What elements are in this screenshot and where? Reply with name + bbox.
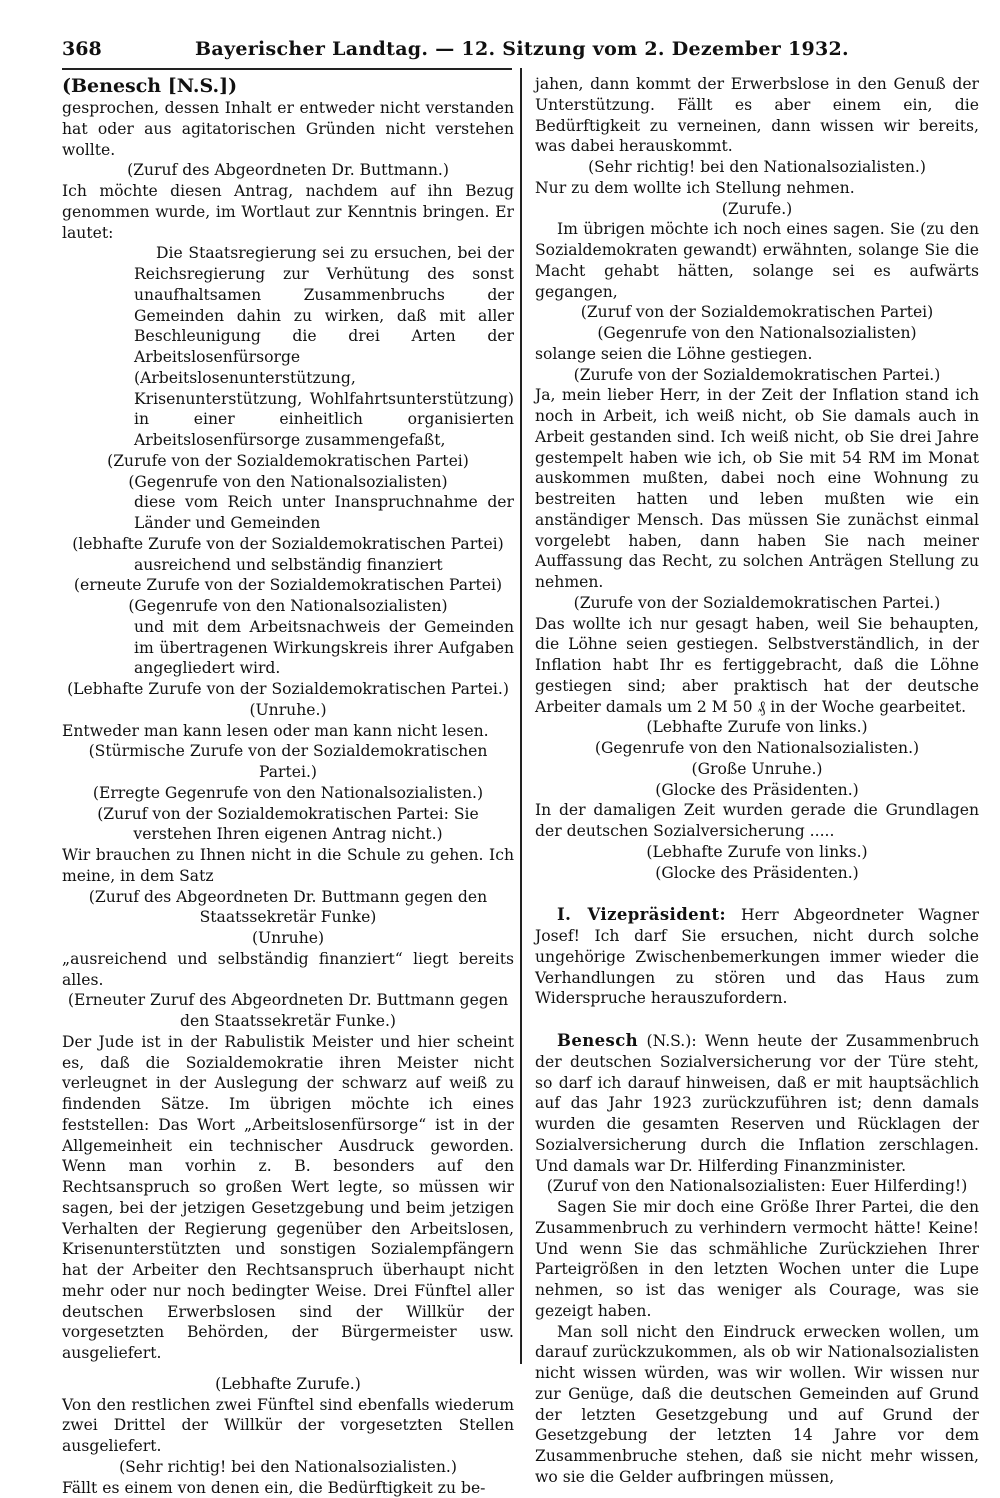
interjection: (Erregte Gegenrufe von den Nationalsozialisten.) (62, 783, 514, 804)
interjection: (Zuruf von den Nationalsozialisten: Euer Hilferding!) (535, 1176, 979, 1197)
interjection: (Zurufe von der Sozialdemokratischen Partei.) (535, 365, 979, 386)
vice-president-statement (535, 905, 979, 1009)
interjection: (Gegenrufe von den Nationalsozialisten) (535, 323, 979, 344)
motion-quote: ausreichend und selbständig finanziert (62, 555, 514, 576)
paragraph: Im übrigen möchte ich noch eines sagen. Sie (zu den Sozialdemokraten gewandt) erwähnten, solange Sie die Macht gehabt hätten, solange sei es aufwärts gegangen, (535, 219, 979, 302)
interjection: (Unruhe) (62, 928, 514, 949)
paragraph: gesprochen, dessen Inhalt er entweder nicht verstanden hat oder aus agitatorischen Gründen nicht verstehen wollte. (62, 98, 514, 160)
interjection: (Zurufe von der Sozialdemokratischen Partei) (62, 451, 514, 472)
paragraph: Sagen Sie mir doch eine Größe Ihrer Partei, die den Zusammenbruch zu verhindern vermocht hätte! Keine! Und wenn Sie das schmähliche Zurückziehen Ihrer Parteigrößen in den letzten Wochen unter die Lupe nehmen, so ist das weniger als Courage, was sie gezeigt haben. (535, 1197, 979, 1322)
left-column (62, 74, 514, 1498)
interjection: (Glocke des Präsidenten.) (535, 780, 979, 801)
paragraph: Nur zu dem wollte ich Stellung nehmen. (535, 178, 979, 199)
interjection: (Zurufe.) (535, 199, 979, 220)
interjection: (Lebhafte Zurufe von links.) (535, 717, 979, 738)
running-title: Bayerischer Landtag. — 12. Sitzung vom 2. Dezember 1932. (62, 38, 982, 60)
interjection: (Sehr richtig! bei den Nationalsozialisten.) (62, 1457, 514, 1478)
paragraph: Ich möchte diesen Antrag, nachdem auf ihn Bezug genommen wurde, im Wortlaut zur Kenntnis bringen. Er lautet: (62, 181, 514, 243)
interjection: (Gegenrufe von den Nationalsozialisten.) (535, 738, 979, 759)
interjection: (Zuruf des Abgeordneten Dr. Buttmann.) (62, 160, 514, 181)
paragraph: jahen, dann kommt der Erwerbslose in den Genuß der Unterstützung. Fällt es aber einem ein, die Bedürftigkeit zu verneinen, dann wissen wir bereits, was dabei herauskommt. (535, 74, 979, 157)
right-column (535, 74, 979, 1488)
interjection: (Zuruf des Abgeordneten Dr. Buttmann gegen den Staatssekretär Funke) (62, 887, 514, 929)
paragraph: solange seien die Löhne gestiegen. (535, 344, 979, 365)
page-number: 368 (62, 38, 102, 60)
interjection: (Lebhafte Zurufe von der Sozialdemokratischen Partei.) (62, 679, 514, 700)
paragraph: Das wollte ich nur gesagt haben, weil Sie behaupten, die Löhne seien gestiegen. Selbstverständlich, in der Inflation habt Ihr es fertiggebracht, daß die Löhne gestiegen sind; aber praktisch hat der deutsche Arbeiter damals um 2 M 50 ₰ in der Woche gearbeitet. (535, 614, 979, 718)
paragraph: Wir brauchen zu Ihnen nicht in die Schule zu gehen. Ich meine, in dem Satz (62, 845, 514, 887)
interjection: (Zurufe von der Sozialdemokratischen Partei.) (535, 593, 979, 614)
speaker-name: Benesch (557, 1031, 638, 1050)
paragraph: Man soll nicht den Eindruck erwecken wollen, um darauf zurückzukommen, als ob wir Nationalsozialisten nicht wissen würden, was wir wollen. Wir wissen nur zur Genüge, daß die deutschen Gemeinden auf Grund der letzten Gesetzgebung und auf Grund der Gesetzgebung der letzten 14 Jahre vor dem Zusammenbruche stehen, daß sie nicht mehr wissen, wo sie die Gelder aufbringen müssen, (535, 1322, 979, 1488)
interjection: (Lebhafte Zurufe.) (62, 1374, 514, 1395)
column-divider (520, 68, 522, 1364)
interjection: (Erneuter Zuruf des Abgeordneten Dr. Buttmann gegen den Staatssekretär Funke.) (62, 990, 514, 1032)
interjection: (Lebhafte Zurufe von links.) (535, 842, 979, 863)
speaker-text: Wenn heute der Zusammenbruch der deutschen Sozialversicherung vor der Türe steht, so darf ich darauf hinweisen, daß er mit hauptsächlich auf das Jahr 1923 zurückzuführen ist; denn damals wurden die gesamten Reserven und Rücklagen der Sozialversicherung durch die Inflation zerschlagen. Und damals war Dr. Hilferding Finanzminister. (535, 1032, 979, 1175)
vice-president-text: Herr Abgeordneter Wagner Josef! Ich darf Sie ersuchen, nicht durch solche ungehörige Zwischenbemerkungen immer wieder die Verhandlungen zu stören und das Haus zum Widerspruche herauszufordern. (535, 906, 979, 1007)
paragraph: In der damaligen Zeit wurden gerade die Grundlagen der deutschen Sozialversicherung ..... (535, 800, 979, 842)
paragraph: „ausreichend und selbständig finanziert“ liegt bereits alles. (62, 949, 514, 991)
interjection: (Gegenrufe von den Nationalsozialisten) (62, 596, 514, 617)
paragraph: Ja, mein lieber Herr, in der Zeit der Inflation stand ich noch in Arbeit, ich weiß nicht, ob Sie damals auch in Arbeit gestanden sind. Ich weiß nicht, ob Sie drei Jahre gestempelt haben wie ich, ob Sie mit 54 RM im Monat auskommen mußten, dabei noch eine Wohnung zu bestreiten hatten und leben mußten wie ein anständiger Mensch. Das müssen Sie zunächst einmal vorgelebt haben, dann haben Sie nach meiner Auffassung das Recht, zu solchen Anträgen Stellung zu nehmen. (535, 385, 979, 593)
header-rule (62, 68, 512, 70)
speaker-tag: (Benesch [N.S.]) (62, 74, 514, 98)
speaker-party: (N.S.): (646, 1032, 696, 1050)
interjection: (Unruhe.) (62, 700, 514, 721)
interjection: (Sehr richtig! bei den Nationalsozialisten.) (535, 157, 979, 178)
interjection: (Gegenrufe von den Nationalsozialisten) (62, 472, 514, 493)
motion-quote: diese vom Reich unter Inanspruchnahme der Länder und Gemeinden (62, 492, 514, 534)
page-header (62, 32, 982, 66)
paragraph: Der Jude ist in der Rabulistik Meister und hier scheint es, daß die Sozialdemokratie ihren Meister nicht verleugnet in der Auslegung der schwarz auf weiß zu findenden Sätze. Im übrigen möchte ich eines feststellen: Das Wort „Arbeitslosenfürsorge“ ist in der Allgemeinheit ein technischer Ausdruck geworden. Wenn man vorhin z. B. besonders auf den Rechtsanspruch so großen Wert legte, so müssen wir sagen, bei der jetzigen Gesetzgebung und beim jetzigen Verhalten der Regierung gegenüber den Arbeitslosen, Krisenunterstützten und sonstigen Sozialempfängern hat der Arbeiter den Rechtsanspruch überhaupt nicht mehr oder nur noch bedingter Weise. Drei Fünftel aller deutschen Erwerbslosen sind der Willkür der vorgesetzten Behörden, der Bürgermeister usw. ausgeliefert. (62, 1032, 514, 1364)
paragraph: Fällt es einem von denen ein, die Bedürftigkeit zu be- (62, 1478, 514, 1498)
interjection: (lebhafte Zurufe von der Sozialdemokratischen Partei) (62, 534, 514, 555)
interjection: (Glocke des Präsidenten.) (535, 863, 979, 884)
paragraph: Entweder man kann lesen oder man kann nicht lesen. (62, 721, 514, 742)
interjection: (erneute Zurufe von der Sozialdemokratischen Partei) (62, 575, 514, 596)
benesch-statement (535, 1031, 979, 1176)
paragraph: Von den restlichen zwei Fünftel sind ebenfalls wiederum zwei Drittel der Willkür der vorgesetzten Stellen ausgeliefert. (62, 1395, 514, 1457)
motion-quote: und mit dem Arbeitsnachweis der Gemeinden im übertragenen Wirkungskreis ihrer Aufgaben angegliedert wird. (62, 617, 514, 679)
interjection: (Stürmische Zurufe von der Sozialdemokratischen Partei.) (62, 741, 514, 783)
interjection: (Zuruf von der Sozialdemokratischen Partei) (535, 302, 979, 323)
motion-quote: Die Staatsregierung sei zu ersuchen, bei der Reichsregierung zur Verhütung des sonst unaufhaltsamen Zusammenbruchs der Gemeinden dahin zu wirken, daß mit aller Beschleunigung die drei Arten der Arbeitslosenfürsorge (Arbeitslosenunterstützung, Krisenunterstützung, Wohlfahrtsunterstützung) in einer einheitlich organisierten Arbeitslosenfürsorge zusammengefaßt, (62, 243, 514, 451)
interjection: (Zuruf von der Sozialdemokratischen Partei: Sie verstehen Ihren eigenen Antrag nicht.) (62, 804, 514, 846)
vice-president-label: I. Vizepräsident: (557, 905, 726, 924)
interjection: (Große Unruhe.) (535, 759, 979, 780)
